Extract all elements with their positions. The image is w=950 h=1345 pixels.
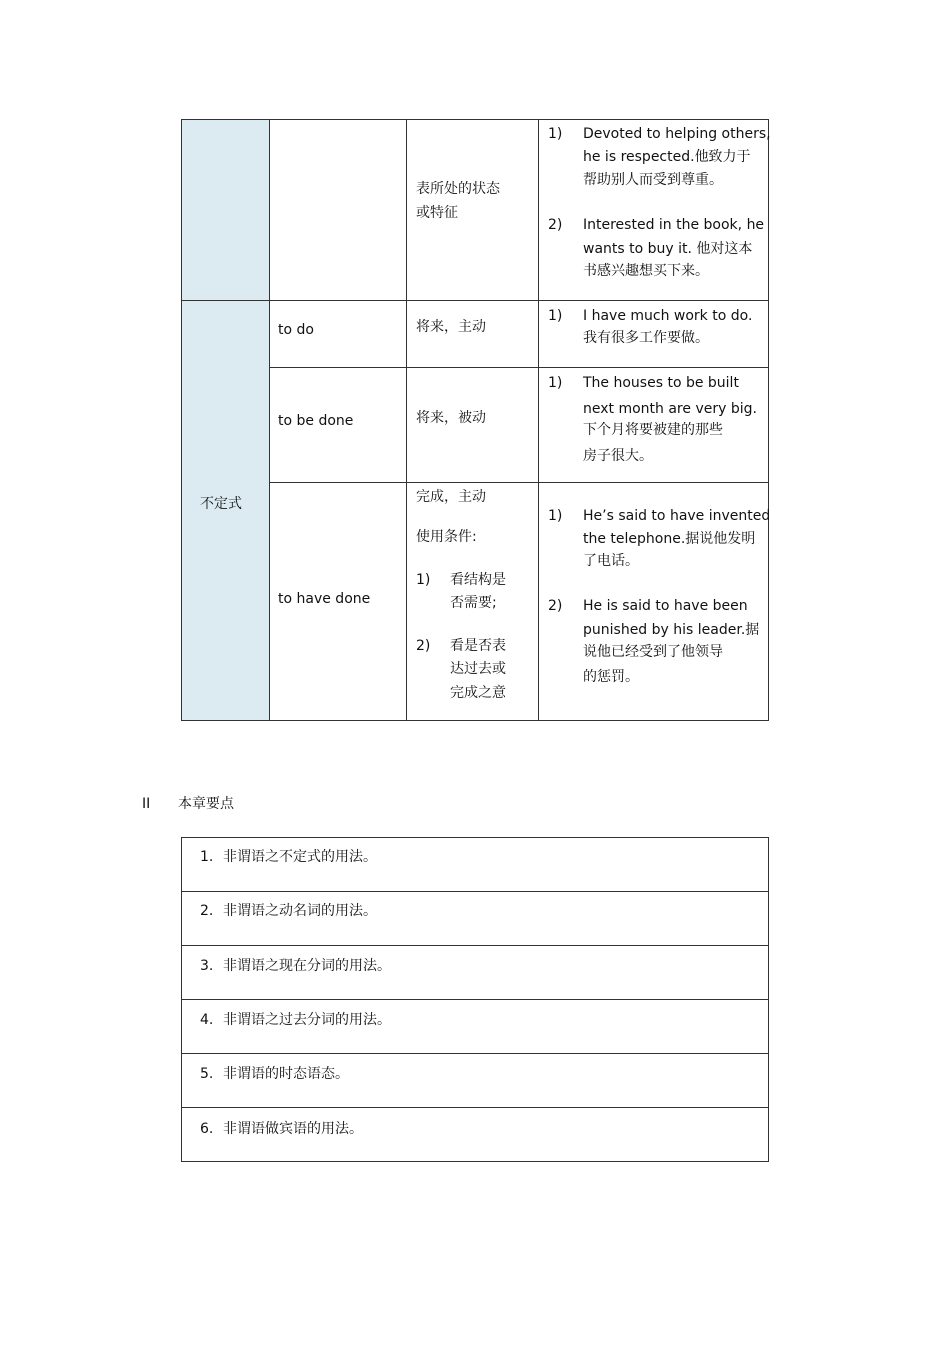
example-text: The houses to be built [583, 375, 739, 391]
example-text: He is said to have been [583, 598, 748, 614]
table-row-divider [269, 482, 769, 483]
table-row-divider [181, 1053, 769, 1054]
example-text: Interested in the book, he [583, 217, 765, 233]
condition-text: 完成之意 [450, 685, 506, 701]
example-text: he is respected.他致力于 [583, 149, 751, 165]
example-number: 2) [548, 598, 563, 614]
table-col-divider [406, 119, 407, 721]
key-point-number: 2. [200, 903, 214, 919]
usage-text: 或特征 [416, 205, 458, 221]
form-label: to do [278, 322, 314, 338]
form-label: to be done [278, 413, 354, 429]
key-point-text: 非谓语之不定式的用法。 [223, 849, 377, 865]
category-label: 不定式 [200, 496, 242, 512]
form-label: to have done [278, 591, 371, 607]
example-text: Devoted to helping others, [583, 126, 771, 142]
key-point-number: 3. [200, 958, 214, 974]
key-point-text: 非谓语之现在分词的用法。 [223, 958, 391, 974]
key-point-number: 1. [200, 849, 214, 865]
example-text: next month are very big. [583, 401, 757, 417]
condition-text: 看结构是 [450, 572, 506, 588]
table-border-left [181, 119, 182, 721]
example-text: wants to buy it. 他对这本 [583, 241, 753, 257]
usage-text: 完成，主动 [416, 489, 486, 505]
key-point-text: 非谓语的时态语态。 [223, 1066, 349, 1082]
example-text: 房子很大。 [583, 448, 653, 464]
example-text: 了电话。 [583, 553, 639, 569]
example-text: the telephone.据说他发明 [583, 531, 756, 547]
example-number: 2) [548, 217, 563, 233]
table-row-divider [181, 891, 769, 892]
section-title: 本章要点 [178, 796, 234, 812]
table-border-left [181, 837, 182, 1162]
table-row-divider [269, 367, 769, 368]
example-text: punished by his leader.据 [583, 622, 760, 638]
example-number: 1) [548, 308, 563, 324]
example-text: 书感兴趣想买下来。 [583, 263, 709, 279]
example-number: 1) [548, 126, 563, 142]
condition-number: 2) [416, 638, 431, 654]
example-text: 下个月将要被建的那些 [583, 422, 723, 438]
condition-text: 否需要; [450, 595, 497, 611]
key-point-number: 4. [200, 1012, 214, 1028]
key-point-text: 非谓语之动名词的用法。 [223, 903, 377, 919]
category-column-shade [182, 120, 270, 720]
key-point-number: 6. [200, 1121, 214, 1137]
example-text: 的惩罚。 [583, 669, 639, 685]
table-row-divider [181, 999, 769, 1000]
usage-text: 将来，被动 [416, 410, 486, 426]
usage-subtitle: 使用条件: [416, 529, 477, 545]
table-border-top [181, 837, 769, 838]
condition-text: 达过去或 [450, 661, 506, 677]
condition-text: 看是否表 [450, 638, 506, 654]
key-point-text: 非谓语之过去分词的用法。 [223, 1012, 391, 1028]
table-row-divider [181, 945, 769, 946]
condition-number: 1) [416, 572, 431, 588]
table-col-divider [269, 119, 270, 721]
table-col-divider [538, 119, 539, 721]
table-border-bottom [181, 1161, 769, 1162]
example-text: 帮助别人而受到尊重。 [583, 172, 723, 188]
example-text: 说他已经受到了他领导 [583, 644, 723, 660]
key-point-number: 5. [200, 1066, 214, 1082]
table-border-right [768, 837, 769, 1162]
example-text: He’s said to have invented [583, 508, 771, 524]
example-text: I have much work to do. [583, 308, 753, 324]
example-number: 1) [548, 508, 563, 524]
table-row-divider [181, 1107, 769, 1108]
usage-text: 表所处的状态 [416, 181, 500, 197]
key-point-text: 非谓语做宾语的用法。 [223, 1121, 363, 1137]
table-border-right [768, 119, 769, 721]
example-number: 1) [548, 375, 563, 391]
example-text: 我有很多工作要做。 [583, 330, 709, 346]
usage-text: 将来，主动 [416, 319, 486, 335]
section-number: II [142, 796, 151, 812]
